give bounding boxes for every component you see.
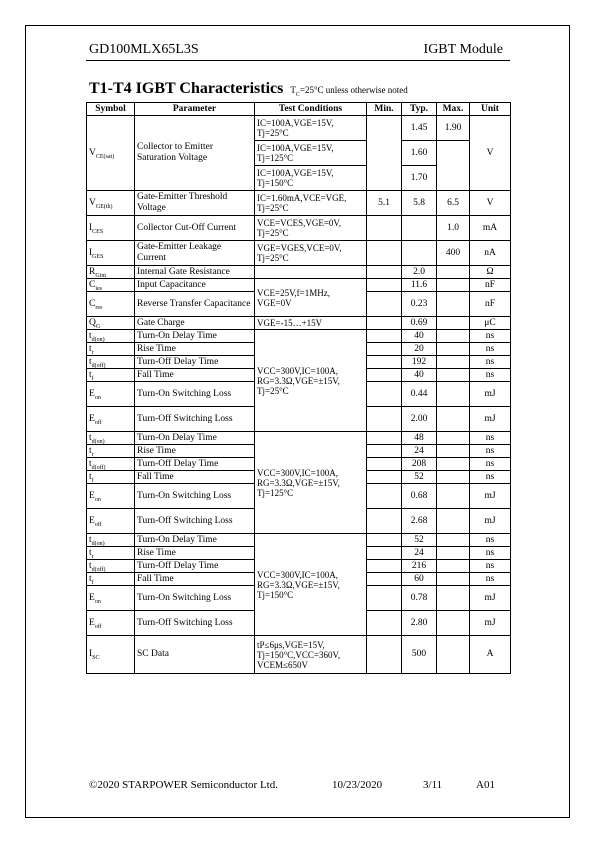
col-max: Max. [437,103,470,116]
max-cell [437,407,470,432]
symbol-cell: $V_{GE(th)}$ [87,191,135,216]
symbol-cell: $t_{d(off)}$ [87,560,135,573]
typ-cell: 24 [402,547,437,560]
unit-cell: ns [470,471,511,484]
min-cell [367,216,402,241]
unit-cell: μC [470,317,511,330]
parameter-cell: Rise Time [135,445,255,458]
test-condition-cell: IC=100A,VGE=15V, Tj=25°C [255,116,367,141]
symbol-cell: $E_{on}$ [87,586,135,611]
max-cell [437,317,470,330]
test-condition-cell: IC=100A,VGE=15V, Tj=125°C [255,141,367,166]
col-unit: Unit [470,103,511,116]
unit-cell: ns [470,432,511,445]
typ-cell: 60 [402,573,437,586]
parameter-cell: Turn-Off Switching Loss [135,407,255,432]
typ-cell: 0.44 [402,382,437,407]
parameter-cell: Turn-Off Delay Time [135,356,255,369]
max-cell [437,141,470,191]
max-cell [437,484,470,509]
parameter-cell: Fall Time [135,573,255,586]
typ-cell: 5.8 [402,191,437,216]
symbol-cell: $V_{CE(sat)}$ [87,116,135,191]
typ-cell: 11.6 [402,279,437,292]
symbol-cell: $E_{off}$ [87,611,135,636]
symbol-cell: $E_{off}$ [87,509,135,534]
symbol-cell: $t_f$ [87,573,135,586]
unit-cell: ns [470,330,511,343]
symbol-cell: $I_{GES}$ [87,241,135,266]
parameter-cell: Fall Time [135,369,255,382]
unit-cell: nA [470,241,511,266]
igbt-characteristics-table [86,102,511,674]
parameter-cell: Turn-Off Switching Loss [135,509,255,534]
typ-cell [402,216,437,241]
typ-cell: 208 [402,458,437,471]
typ-cell: 0.68 [402,484,437,509]
section-title [89,80,408,98]
min-cell [367,279,402,292]
test-condition-cell: VCC=300V,IC=100A, RG=3.3Ω,VGE=±15V, Tj=150°C [255,534,367,636]
max-cell [437,432,470,445]
parameter-cell: Input Capacitance [135,279,255,292]
test-condition-cell: VCE=25V,f=1MHz, VGE=0V [255,279,367,317]
header-divider [86,60,510,61]
parameter-cell: Turn-On Switching Loss [135,382,255,407]
typ-cell: 2.68 [402,509,437,534]
parameter-cell: Turn-On Switching Loss [135,586,255,611]
test-condition-cell: VGE=-15…+15V [255,317,367,330]
symbol-cell: $t_f$ [87,471,135,484]
max-cell [437,369,470,382]
test-condition-cell: VCC=300V,IC=100A, RG=3.3Ω,VGE=±15V, Tj=25°C [255,330,367,432]
symbol-cell: $t_{d(on)}$ [87,534,135,547]
symbol-cell: $E_{off}$ [87,407,135,432]
unit-cell: ns [470,573,511,586]
footer-copyright: ©2020 STARPOWER Semiconductor Ltd. [89,779,278,791]
unit-cell: ns [470,369,511,382]
max-cell [437,560,470,573]
test-condition-cell: IC=100A,VGE=15V, Tj=150°C [255,166,367,191]
min-cell [367,471,402,484]
symbol-cell: $I_{CES}$ [87,216,135,241]
parameter-cell: Rise Time [135,547,255,560]
typ-cell: 2.0 [402,266,437,279]
table-row [87,279,511,292]
symbol-cell: $C_{ies}$ [87,279,135,292]
symbol-cell: $E_{on}$ [87,484,135,509]
col-parameter: Parameter [135,103,255,116]
unit-cell: mJ [470,611,511,636]
typ-cell: 2.00 [402,407,437,432]
max-cell [437,445,470,458]
typ-cell: 20 [402,343,437,356]
min-cell [367,382,402,407]
col-test-conditions: Test Conditions [255,103,367,116]
col-typ: Typ. [402,103,437,116]
typ-cell: 216 [402,560,437,573]
symbol-cell: $t_r$ [87,445,135,458]
max-cell: 1.90 [437,116,470,141]
parameter-cell: Gate-Emitter Threshold Voltage [135,191,255,216]
symbol-cell: $E_{on}$ [87,382,135,407]
typ-cell: 1.45 [402,116,437,141]
parameter-cell: Turn-Off Switching Loss [135,611,255,636]
footer-revision: A01 [476,779,495,791]
table-row [87,191,511,216]
test-condition-cell [255,266,367,279]
table-row [87,636,511,674]
max-cell: 1.0 [437,216,470,241]
min-cell [367,445,402,458]
footer-date: 10/23/2020 [332,779,383,791]
max-cell [437,509,470,534]
typ-cell: 0.69 [402,317,437,330]
unit-cell: ns [470,445,511,458]
min-cell [367,116,402,191]
symbol-cell: $t_f$ [87,369,135,382]
min-cell [367,484,402,509]
min-cell [367,330,402,343]
min-cell [367,509,402,534]
document-type: IGBT Module [423,42,503,57]
parameter-cell: Turn-On Delay Time [135,330,255,343]
parameter-cell: Collector Cut-Off Current [135,216,255,241]
symbol-cell: $t_r$ [87,343,135,356]
typ-cell: 48 [402,432,437,445]
test-condition-cell: VCE=VCES,VGE=0V, Tj=25°C [255,216,367,241]
unit-cell: V [470,116,511,191]
unit-cell: mA [470,216,511,241]
parameter-cell: Turn-Off Delay Time [135,560,255,573]
max-cell [437,547,470,560]
unit-cell: Ω [470,266,511,279]
typ-cell: 1.70 [402,166,437,191]
parameter-cell: Turn-Off Delay Time [135,458,255,471]
test-condition-cell: IC=1.60mA,VCE=VGE, Tj=25°C [255,191,367,216]
symbol-cell: $t_r$ [87,547,135,560]
min-cell [367,356,402,369]
min-cell [367,407,402,432]
min-cell [367,343,402,356]
max-cell [437,573,470,586]
max-cell [437,458,470,471]
parameter-cell: Rise Time [135,343,255,356]
typ-cell: 192 [402,356,437,369]
unit-cell: ns [470,560,511,573]
unit-cell: ns [470,547,511,560]
min-cell [367,458,402,471]
typ-cell: 52 [402,471,437,484]
max-cell: 400 [437,241,470,266]
col-symbol: Symbol [87,103,135,116]
unit-cell: A [470,636,511,674]
max-cell [437,279,470,292]
table-header-row [87,103,511,116]
typ-cell: 40 [402,369,437,382]
min-cell [367,611,402,636]
parameter-cell: Turn-On Delay Time [135,432,255,445]
min-cell [367,560,402,573]
test-condition-cell: VGE=VGES,VCE=0V, Tj=25°C [255,241,367,266]
unit-cell: ns [470,343,511,356]
typ-cell [402,241,437,266]
unit-cell: mJ [470,586,511,611]
unit-cell: mJ [470,484,511,509]
min-cell [367,432,402,445]
parameter-cell: SC Data [135,636,255,674]
typ-cell: 0.78 [402,586,437,611]
test-condition-cell: VCC=300V,IC=100A, RG=3.3Ω,VGE=±15V, Tj=125°C [255,432,367,534]
unit-cell: ns [470,356,511,369]
parameter-cell: Fall Time [135,471,255,484]
parameter-cell: Reverse Transfer Capacitance [135,292,255,317]
min-cell [367,241,402,266]
parameter-cell: Turn-On Delay Time [135,534,255,547]
max-cell [437,382,470,407]
typ-cell: 1.60 [402,141,437,166]
unit-cell: V [470,191,511,216]
symbol-cell: $t_{d(off)}$ [87,458,135,471]
symbol-cell: $Q_G$ [87,317,135,330]
symbol-cell: $t_{d(on)}$ [87,330,135,343]
min-cell [367,534,402,547]
unit-cell: ns [470,458,511,471]
parameter-cell: Gate Charge [135,317,255,330]
symbol-cell: $I_{SC}$ [87,636,135,674]
symbol-cell: $R_{Gint}$ [87,266,135,279]
symbol-cell: $C_{res}$ [87,292,135,317]
max-cell [437,586,470,611]
max-cell [437,471,470,484]
min-cell [367,266,402,279]
table-row [87,534,511,547]
max-cell: 6.5 [437,191,470,216]
parameter-cell: Turn-On Switching Loss [135,484,255,509]
table-row [87,317,511,330]
typ-cell: 2.80 [402,611,437,636]
typ-cell: 0.23 [402,292,437,317]
parameter-cell: Collector to Emitter Saturation Voltage [135,116,255,191]
table-row [87,432,511,445]
unit-cell: nF [470,292,511,317]
min-cell [367,369,402,382]
max-cell [437,534,470,547]
parameter-cell: Gate-Emitter Leakage Current [135,241,255,266]
min-cell: 5.1 [367,191,402,216]
unit-cell: mJ [470,382,511,407]
max-cell [437,356,470,369]
unit-cell: nF [470,279,511,292]
table-row [87,266,511,279]
max-cell [437,636,470,674]
typ-cell: 500 [402,636,437,674]
max-cell [437,330,470,343]
unit-cell: mJ [470,407,511,432]
col-min: Min. [367,103,402,116]
typ-cell: 40 [402,330,437,343]
table-row [87,330,511,343]
table-row [87,241,511,266]
min-cell [367,317,402,330]
typ-cell: 24 [402,445,437,458]
max-cell [437,611,470,636]
min-cell [367,586,402,611]
max-cell [437,292,470,317]
footer-page: 3/11 [423,779,443,791]
max-cell [437,266,470,279]
min-cell [367,292,402,317]
min-cell [367,573,402,586]
symbol-cell: $t_{d(off)}$ [87,356,135,369]
table-row [87,116,511,141]
min-cell [367,636,402,674]
min-cell [367,547,402,560]
unit-cell: ns [470,534,511,547]
typ-cell: 52 [402,534,437,547]
section-title-text: T1-T4 IGBT Characteristics [89,80,284,97]
section-condition: $T_C=25^\circ C$ unless otherwise noted [290,85,408,98]
test-condition-cell: tP≤6μs,VGE=15V, Tj=150°C,VCC=360V, VCEM≤650V [255,636,367,674]
max-cell [437,343,470,356]
symbol-cell: $t_{d(on)}$ [87,432,135,445]
parameter-cell: Internal Gate Resistance [135,266,255,279]
unit-cell: mJ [470,509,511,534]
table-row [87,216,511,241]
part-number: GD100MLX65L3S [89,42,199,57]
